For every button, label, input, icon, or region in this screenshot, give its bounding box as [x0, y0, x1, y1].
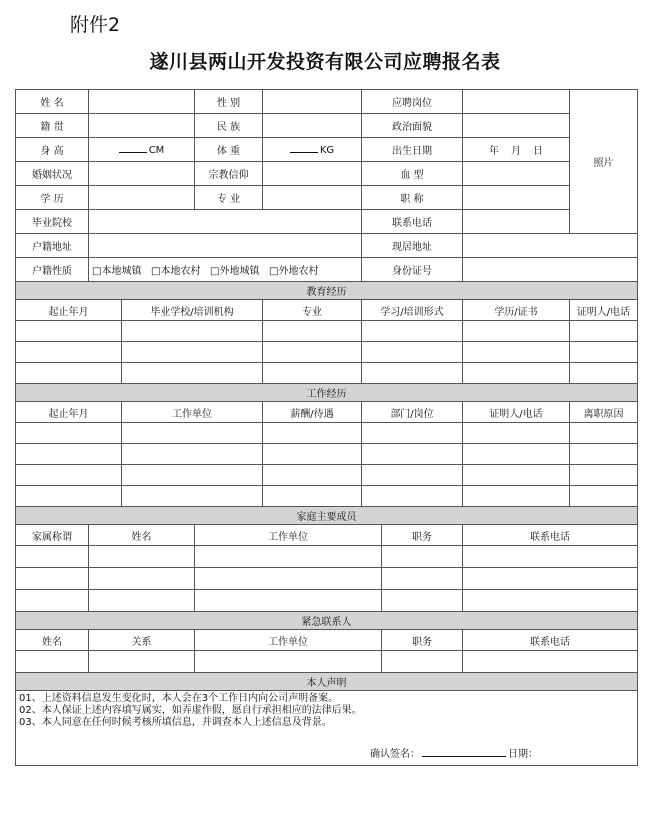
- table-cell[interactable]: [570, 486, 638, 507]
- table-cell[interactable]: [463, 546, 638, 568]
- column-header: 职务: [382, 630, 463, 651]
- table-cell[interactable]: [463, 423, 570, 444]
- blood-type-field[interactable]: [463, 162, 570, 186]
- household-address-label: 户籍地址: [16, 234, 89, 258]
- table-cell[interactable]: [122, 363, 263, 384]
- name-label: 姓 名: [16, 90, 89, 114]
- major-field[interactable]: [263, 186, 362, 210]
- table-cell[interactable]: [89, 651, 195, 673]
- basic-row-3: [16, 138, 638, 162]
- ethnicity-field[interactable]: [263, 114, 362, 138]
- table-cell[interactable]: [463, 651, 638, 673]
- table-cell[interactable]: [463, 321, 570, 342]
- column-header: 毕业学校/培训机构: [122, 300, 263, 321]
- column-header: 部门/岗位: [362, 402, 463, 423]
- emergency-section-header: [16, 612, 638, 630]
- column-header: 家属称谓: [16, 525, 89, 546]
- table-cell[interactable]: [16, 444, 122, 465]
- gender-label: 性 别: [195, 90, 263, 114]
- education-row: [16, 363, 638, 384]
- column-header: 学历/证书: [463, 300, 570, 321]
- sign-label: 确认签名：: [370, 749, 420, 760]
- table-cell[interactable]: [570, 423, 638, 444]
- height-blank: [119, 143, 147, 153]
- current-address-label: 现居地址: [362, 234, 463, 258]
- birth-date-label: 出生日期: [362, 138, 463, 162]
- education-label: 学 历: [16, 186, 89, 210]
- table-cell[interactable]: [362, 321, 463, 342]
- position-label: 应聘岗位: [362, 90, 463, 114]
- table-cell[interactable]: [263, 342, 362, 363]
- basic-row-1: [16, 90, 638, 114]
- table-cell[interactable]: [16, 546, 89, 568]
- table-cell[interactable]: [16, 590, 89, 612]
- weight-unit: KG: [319, 145, 335, 156]
- table-cell[interactable]: [263, 321, 362, 342]
- basic-row-7: [16, 234, 638, 258]
- column-header: 工作单位: [195, 525, 382, 546]
- column-header: 薪酬/待遇: [263, 402, 362, 423]
- religion-label: 宗教信仰: [195, 162, 263, 186]
- table-cell[interactable]: [122, 321, 263, 342]
- table-cell[interactable]: [16, 363, 122, 384]
- weight-field[interactable]: [263, 138, 362, 162]
- table-cell[interactable]: [89, 568, 195, 590]
- table-cell[interactable]: [89, 546, 195, 568]
- table-cell[interactable]: [463, 486, 570, 507]
- attachment-label: 附件2: [70, 14, 121, 36]
- work-section-header: [16, 384, 638, 402]
- current-address-field[interactable]: [463, 234, 638, 258]
- work-row: [16, 423, 638, 444]
- household-option[interactable]: □外地农村: [269, 266, 319, 277]
- column-header: 工作单位: [195, 630, 382, 651]
- basic-row-6: [16, 210, 638, 234]
- column-header: 联系电话: [463, 630, 638, 651]
- marital-status-label: 婚姻状况: [16, 162, 89, 186]
- emergency-header-row: [16, 630, 638, 651]
- household-address-field[interactable]: [89, 234, 362, 258]
- table-cell[interactable]: [122, 444, 263, 465]
- column-header: 姓名: [89, 525, 195, 546]
- family-section-header: [16, 507, 638, 525]
- table-cell[interactable]: [362, 444, 463, 465]
- household-option[interactable]: □本地城镇: [92, 266, 142, 277]
- table-cell[interactable]: [122, 423, 263, 444]
- table-cell[interactable]: [195, 651, 382, 673]
- major-label: 专 业: [195, 186, 263, 210]
- education-field[interactable]: [89, 186, 195, 210]
- table-cell[interactable]: [16, 321, 122, 342]
- gender-field[interactable]: [263, 90, 362, 114]
- column-header: 证明人/电话: [570, 300, 638, 321]
- table-cell[interactable]: [263, 363, 362, 384]
- table-cell[interactable]: [362, 465, 463, 486]
- application-form: [15, 89, 638, 766]
- declaration-section-title: 本人声明: [16, 673, 638, 691]
- work-row: [16, 486, 638, 507]
- phone-field[interactable]: [463, 210, 570, 234]
- table-cell[interactable]: [463, 444, 570, 465]
- religion-field[interactable]: [263, 162, 362, 186]
- table-cell[interactable]: [362, 486, 463, 507]
- column-header: 姓名: [16, 630, 89, 651]
- table-cell[interactable]: [263, 465, 362, 486]
- table-cell[interactable]: [195, 568, 382, 590]
- family-row: [16, 590, 638, 612]
- marital-status-field[interactable]: [89, 162, 195, 186]
- column-header: 专业: [263, 300, 362, 321]
- table-cell[interactable]: [463, 590, 638, 612]
- basic-row-8: [16, 258, 638, 282]
- day-label: 日: [533, 146, 543, 157]
- work-row: [16, 465, 638, 486]
- month-label: 月: [511, 146, 521, 157]
- table-cell[interactable]: [263, 444, 362, 465]
- table-cell[interactable]: [362, 342, 463, 363]
- column-header: 证明人/电话: [463, 402, 570, 423]
- household-type-options: [89, 258, 362, 282]
- basic-row-4: [16, 162, 638, 186]
- household-option[interactable]: □外地城镇: [210, 266, 260, 277]
- table-cell[interactable]: [382, 546, 463, 568]
- basic-row-2: [16, 114, 638, 138]
- height-unit: CM: [148, 145, 165, 156]
- table-cell[interactable]: [89, 590, 195, 612]
- table-cell[interactable]: [382, 651, 463, 673]
- weight-label: 体 重: [195, 138, 263, 162]
- table-cell[interactable]: [362, 423, 463, 444]
- table-cell[interactable]: [463, 342, 570, 363]
- table-cell[interactable]: [382, 568, 463, 590]
- declaration-row: [16, 691, 638, 766]
- column-header: 起止年月: [16, 300, 122, 321]
- table-cell[interactable]: [362, 363, 463, 384]
- family-row: [16, 568, 638, 590]
- education-row: [16, 321, 638, 342]
- year-label: 年: [489, 146, 499, 157]
- page-title: 遂川县两山开发投资有限公司应聘报名表: [149, 51, 501, 73]
- table-cell[interactable]: [16, 342, 122, 363]
- table-cell[interactable]: [122, 465, 263, 486]
- emergency-row: [16, 651, 638, 673]
- table-cell[interactable]: [570, 465, 638, 486]
- column-header: 联系电话: [463, 525, 638, 546]
- column-header: 关系: [89, 630, 195, 651]
- table-cell[interactable]: [382, 590, 463, 612]
- graduate-school-field[interactable]: [89, 210, 362, 234]
- political-status-field[interactable]: [463, 114, 570, 138]
- signature-field[interactable]: [422, 747, 506, 757]
- column-header: 离职原因: [570, 402, 638, 423]
- declaration-body: [16, 691, 638, 766]
- weight-blank: [290, 143, 318, 153]
- table-cell[interactable]: [122, 342, 263, 363]
- education-row: [16, 342, 638, 363]
- education-section-title: 教育经历: [16, 282, 638, 300]
- column-header: 职务: [382, 525, 463, 546]
- table-cell[interactable]: [16, 651, 89, 673]
- table-cell[interactable]: [570, 321, 638, 342]
- table-cell[interactable]: [263, 423, 362, 444]
- table-cell[interactable]: [16, 486, 122, 507]
- graduate-school-label: 毕业院校: [16, 210, 89, 234]
- signature-line: [19, 747, 634, 761]
- household-type-label: 户籍性质: [16, 258, 89, 282]
- family-header-row: [16, 525, 638, 546]
- title-rank-field[interactable]: [463, 186, 570, 210]
- declaration-line: 03、本人同意在任何时候考核所填信息，并调查本人上述信息及背景。: [19, 717, 332, 728]
- table-cell[interactable]: [570, 342, 638, 363]
- name-field[interactable]: [89, 90, 195, 114]
- declaration-line: 02、本人保证上述内容填写属实，如弄虚作假，愿自行承担相应的法律后果。: [19, 705, 362, 716]
- column-header: 工作单位: [122, 402, 263, 423]
- table-cell[interactable]: [16, 568, 89, 590]
- photo-label: 照片: [593, 158, 614, 169]
- native-place-label: 籍 贯: [16, 114, 89, 138]
- work-row: [16, 444, 638, 465]
- work-section-title: 工作经历: [16, 384, 638, 402]
- family-row: [16, 546, 638, 568]
- table-cell[interactable]: [195, 590, 382, 612]
- table-cell[interactable]: [570, 444, 638, 465]
- table-cell[interactable]: [463, 465, 570, 486]
- height-label: 身 高: [16, 138, 89, 162]
- declaration-section-header: [16, 673, 638, 691]
- table-cell[interactable]: [195, 546, 382, 568]
- table-cell[interactable]: [122, 486, 263, 507]
- basic-row-5: [16, 186, 638, 210]
- title-rank-label: 职 称: [362, 186, 463, 210]
- emergency-section-title: 紧急联系人: [16, 612, 638, 630]
- column-header: 起止年月: [16, 402, 122, 423]
- column-header: 学习/培训形式: [362, 300, 463, 321]
- education-section-header: [16, 282, 638, 300]
- birth-date-field[interactable]: [463, 138, 570, 162]
- table-cell[interactable]: [263, 486, 362, 507]
- table-cell[interactable]: [463, 363, 570, 384]
- household-option[interactable]: □本地农村: [151, 266, 201, 277]
- table-cell[interactable]: [463, 568, 638, 590]
- table-cell[interactable]: [16, 423, 122, 444]
- work-header-row: [16, 402, 638, 423]
- phone-label: 联系电话: [362, 210, 463, 234]
- table-cell[interactable]: [570, 363, 638, 384]
- family-section-title: 家庭主要成员: [16, 507, 638, 525]
- declaration-line: 01、上述资料信息发生变化时，本人会在3个工作日内向公司声明备案。: [19, 693, 339, 704]
- id-number-label: 身份证号: [362, 258, 463, 282]
- political-status-label: 政治面貌: [362, 114, 463, 138]
- photo-box[interactable]: [570, 90, 638, 234]
- table-cell[interactable]: [16, 465, 122, 486]
- height-field[interactable]: [89, 138, 195, 162]
- ethnicity-label: 民 族: [195, 114, 263, 138]
- native-place-field[interactable]: [89, 114, 195, 138]
- position-field[interactable]: [463, 90, 570, 114]
- education-header-row: [16, 300, 638, 321]
- blood-type-label: 血 型: [362, 162, 463, 186]
- id-number-field[interactable]: [463, 258, 638, 282]
- date-label: 日期：: [508, 749, 538, 760]
